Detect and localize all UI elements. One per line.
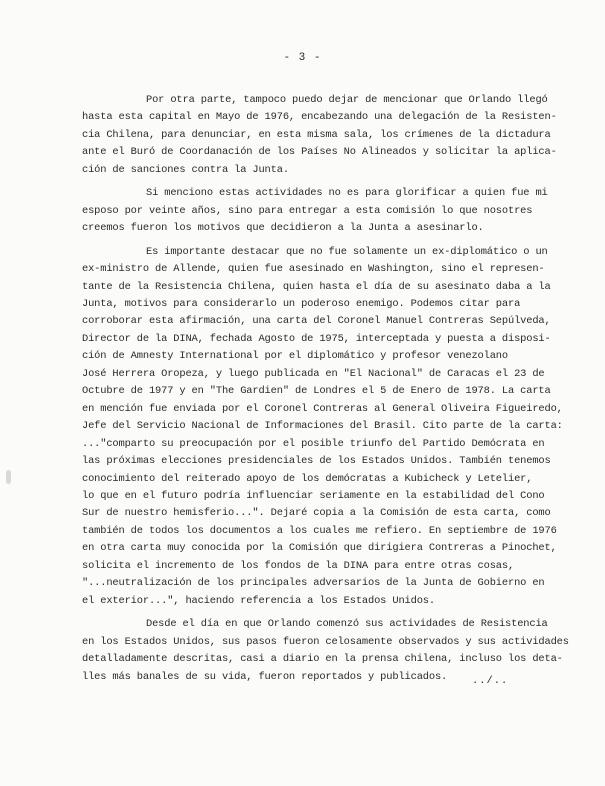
text-line: también de todos los documentos a los cuales me refiero. En septiembre de 1976 xyxy=(82,524,557,537)
text-line: lles más banales de su vida, fueron reportados y publicados. xyxy=(82,670,448,683)
text-line: Junta, motivos para considerarlo un poderoso enemigo. Podemos citar para xyxy=(82,297,521,310)
text-line: en otra carta muy conocida por la Comisión que dirigiera Contreras a Pinochet, xyxy=(82,542,557,555)
text-line: Director de la DINA, fechada Agosto de 1975, interceptada y puesta a disposi- xyxy=(82,332,551,345)
text-line: hasta esta capital en Mayo de 1976, encabezando una delegación de la Resisten- xyxy=(82,111,557,124)
text-line: ante el Buró de Coordanación de los Países No Alineados y solicitar la aplica- xyxy=(82,146,557,159)
text-line: ex-ministro de Allende, quien fue asesinado en Washington, sino el represen- xyxy=(82,263,545,276)
text-line: en los Estados Unidos, sus pasos fueron celosamente observados y sus actividades xyxy=(82,635,569,648)
text-line: "...neutralización de los principales adversarios de la Junta de Gobierno en xyxy=(82,577,545,590)
continuation-mark: ../.. xyxy=(472,675,509,687)
text-line: solicita el incremento de los fondos de la DINA para entre otras cosas, xyxy=(82,559,515,572)
text-line: las próximas elecciones presidenciales de los Estados Unidos. También tenemos xyxy=(82,455,551,468)
text-line: ción de sanciones contra la Junta. xyxy=(82,163,289,176)
text-line: esposo por veinte años, sino para entregar a esta comisión lo que nosotres xyxy=(82,204,533,217)
text-line: cia Chilena, para denunciar, en esta misma sala, los crímenes de la dictadura xyxy=(82,128,551,141)
text-line: Es importante destacar que no fue solamente un ex-diplomático o un xyxy=(146,245,548,258)
text-line: Octubre de 1977 y en "The Gardien" de Londres el 5 de Enero de 1978. La carta xyxy=(82,385,551,398)
text-line: Jefe del Servicio Nacional de Informaciones del Brasil. Cito parte de la carta: xyxy=(82,420,563,433)
text-line: tante de la Resistencia Chilena, quien hasta el día de su asesinato daba a la xyxy=(82,280,551,293)
text-line: Desde el día en que Orlando comenzó sus actividades de Resistencia xyxy=(146,618,548,631)
text-line: en mención fue enviada por el Coronel Contreras al General Oliveira Figueiredo, xyxy=(82,402,563,415)
text-line: detalladamente descritas, casi a diario en la prensa chilena, incluso los deta- xyxy=(82,653,563,666)
text-line: el exterior...", haciendo referencia a los Estados Unidos. xyxy=(82,594,435,607)
text-line: Por otra parte, tampoco puedo dejar de mencionar que Orlando llegó xyxy=(146,94,548,106)
text-line: ..."comparto su preocupación por el posible triunfo del Partido Demócrata en xyxy=(82,437,545,450)
text-line: Sur de nuestro hemisferio...". Dejaré copia a la Comisión de esta carta, como xyxy=(82,507,551,520)
letter-body xyxy=(82,92,569,686)
text-line: Si menciono estas actividades no es para glorificar a quien fue mi xyxy=(146,187,548,200)
text-line: lo que en el futuro podría influenciar seriamente en la estabilidad del Cono xyxy=(82,489,545,502)
text-line: creemos fueron los motivos que decidieron a la Junta a asesinarlo. xyxy=(82,222,484,235)
text-line: José Herrera Oropeza, y luego publicada en "El Nacional" de Caracas el 23 de xyxy=(82,367,545,380)
paragraph-1 xyxy=(82,92,557,179)
text-line: corroborar esta afirmación, una carta del Coronel Manuel Contreras Sepúlveda, xyxy=(82,315,551,328)
text-line: conocimiento del reiterado apoyo de los demócratas a Kubicheck y Letelier, xyxy=(82,472,533,485)
paragraph-3 xyxy=(82,244,563,611)
punch-hole-mark xyxy=(6,470,11,484)
text-line: ción de Amnesty International por el diplomático y profesor venezolano xyxy=(82,350,508,363)
paragraph-2 xyxy=(82,185,552,237)
page-number: - 3 - xyxy=(283,52,322,64)
